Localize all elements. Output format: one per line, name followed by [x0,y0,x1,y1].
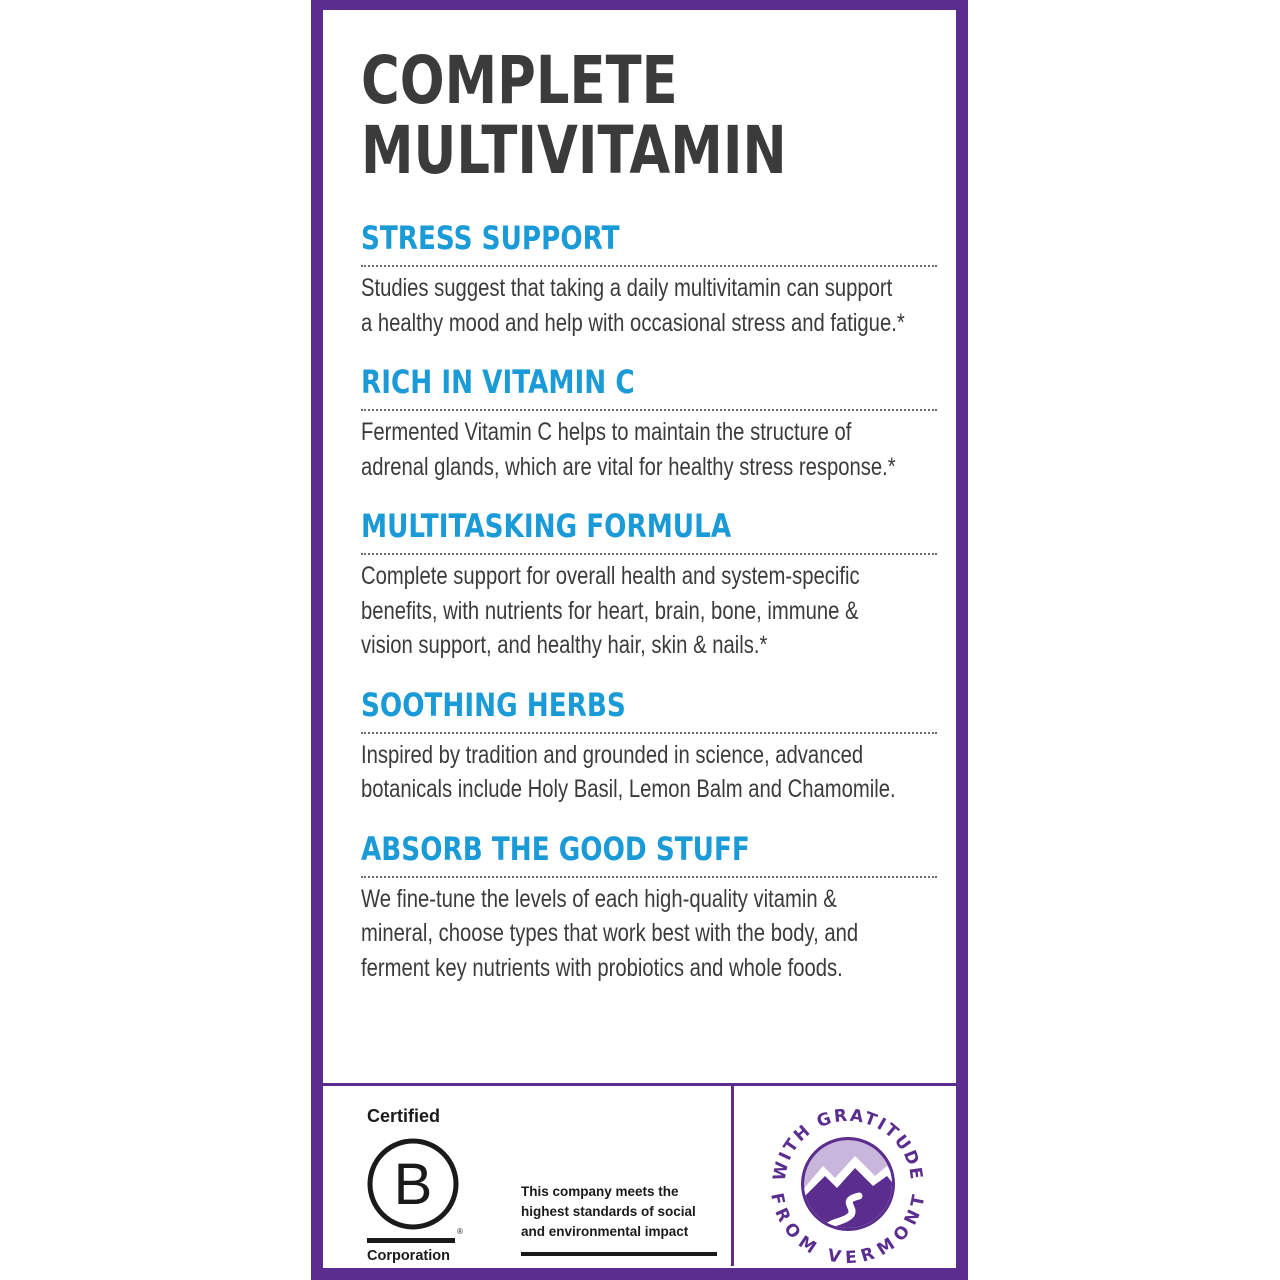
vermont-seal-icon [763,1096,933,1266]
section-body [361,559,936,663]
section-stress-support [361,218,937,340]
section-heading: SOOTHING HERBS [361,685,626,724]
product-panel [311,0,968,1280]
bcorp-corporation-label: Corporation [367,1248,450,1264]
statement-line: highest standards of social [521,1204,696,1219]
body-line: Studies suggest that taking a daily multivitamin can support [361,274,893,302]
dotted-divider [361,553,937,555]
body-line: Fermented Vitamin C helps to maintain the structure of [361,418,852,446]
section-body [361,271,936,340]
body-line: Inspired by tradition and grounded in science, advanced [361,740,864,769]
product-title-line2: MULTIVITAMIN [361,112,787,189]
body-line: a healthy mood and help with occasional stress and fatigue.* [361,308,905,337]
body-line: We fine-tune the levels of each high-quality vitamin & [361,884,837,913]
statement-line: This company meets the [521,1184,679,1199]
bcorp-letter: B [393,1152,433,1217]
section-body [361,415,936,484]
body-line: mineral, choose types that work best with the body, and [361,919,859,947]
dotted-divider [361,732,937,734]
body-line: benefits, with nutrients for heart, brain, bone, immune & [361,596,859,625]
dotted-divider [361,409,937,411]
bcorp-statement [521,1182,741,1242]
benefit-sections [361,218,937,985]
statement-line: and environmental impact [521,1224,689,1239]
seal-top-text: WITH GRATITUDE [769,1105,927,1183]
bcorp-underline [521,1252,717,1256]
product-title [361,42,787,189]
section-soothing-herbs [361,685,937,807]
body-line: adrenal glands, which are vital for healthy stress response.* [361,452,896,481]
section-heading: MULTITASKING FORMULA [361,507,732,545]
bcorp-logo-icon [367,1138,463,1246]
registered-mark: ® [457,1227,463,1236]
bcorp-certified-label: Certified [367,1106,441,1126]
section-heading: RICH IN VITAMIN C [361,363,635,401]
section-heading: ABSORB THE GOOD STUFF [361,829,750,868]
body-line: vision support, and healthy hair, skin & nails.* [361,631,768,659]
section-multitasking-formula [361,506,937,663]
product-title-line1: COMPLETE [361,42,678,119]
body-line: botanicals include Holy Basil, Lemon Balm and Chamomile. [361,775,896,803]
seal-bottom-text: FROM VERMONT [766,1191,930,1266]
body-line: ferment key nutrients with probiotics and whole foods. [361,953,843,982]
section-body [361,882,936,986]
section-vitamin-c [361,362,937,484]
body-line: Complete support for overall health and system-specific [361,562,860,590]
footer-badges [323,1083,956,1266]
section-heading: STRESS SUPPORT [361,219,620,257]
dotted-divider [361,876,937,878]
dotted-divider [361,265,937,267]
section-body [361,738,936,807]
section-absorb [361,829,937,986]
footer-divider [731,1086,734,1266]
